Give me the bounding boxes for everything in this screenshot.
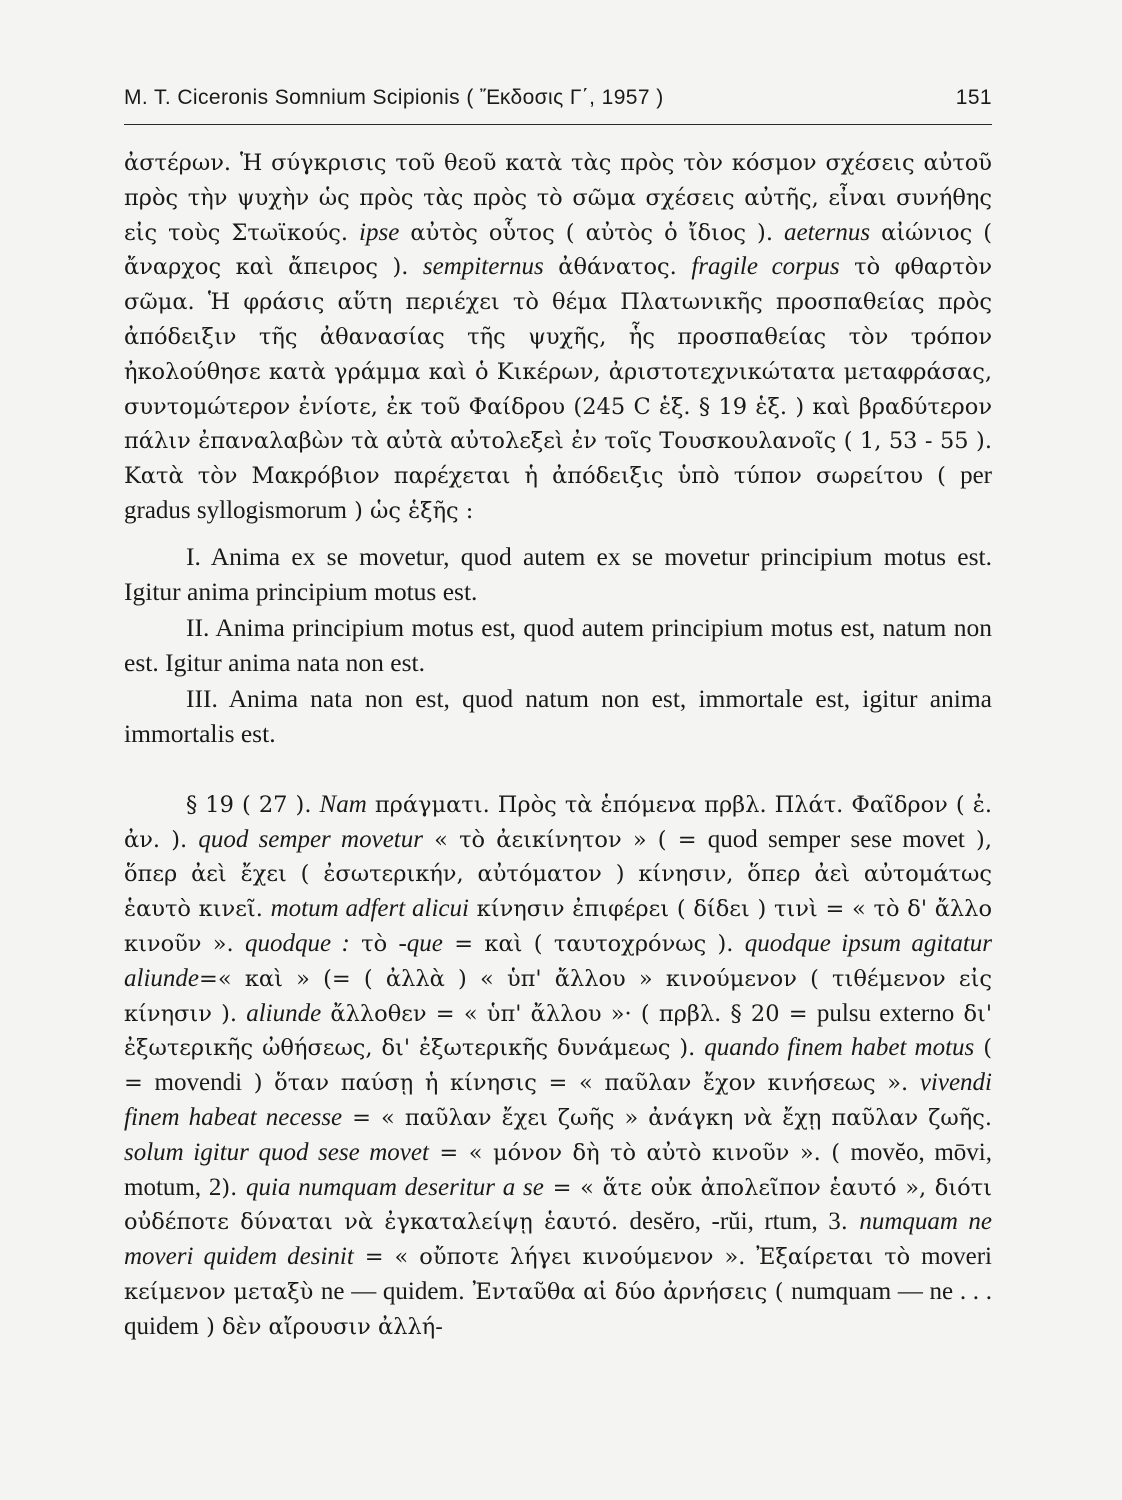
text-run: δι' ἐξωτερικῆς ὠθήσεως, δι' ἐξωτερικῆς δυνάμεως ). [124, 1000, 992, 1062]
text-run: = « ἅτε οὐκ ἀπολεῖπον ἑαυτό », διότι οὐδέποτε δύναται νὰ ἐγκαταλείψῃ ἑαυτό. [124, 1174, 992, 1236]
latin-phrase: movendi [154, 1069, 243, 1097]
text-run: αἰώνιος ( ἄναρχος καὶ ἄπειρος ). [124, 219, 992, 281]
text-run: § 19 ( 27 ). [186, 791, 320, 818]
text-run: κείμενον μεταξὺ [124, 1278, 321, 1305]
text-run: = « οὔποτε λήγει κινούμενον ». Ἐξαίρεται τὸ [353, 1244, 922, 1271]
paragraph-immortality [124, 146, 992, 529]
text-run: ἀθάνατος. [543, 254, 692, 281]
paragraph-section-19 [124, 788, 992, 1345]
syllogism-3: III. Anima nata non est, quod natum non est, immortale est, igitur anima immortalis est. [124, 683, 992, 749]
latin-phrase: movĕo, mōvi, motum, 2 [124, 1138, 992, 1201]
text-run: αὐτὸς οὗτος ( αὐτὸς ὁ ἴδιος ). [399, 219, 785, 246]
commentary-body [124, 146, 992, 1345]
lemma: -que [398, 929, 443, 957]
text-run: = καὶ ( ταυτοχρόνως ). [442, 930, 745, 957]
text-run: = « μόνον δὴ τὸ αὐτὸ κινοῦν ». ( [428, 1139, 851, 1166]
latin-phrase: ne — quidem [320, 1277, 458, 1305]
lemma: Nam [319, 790, 367, 818]
syllogism-2: II. Anima principium motus est, quod autem principium motus est, natum non est. Igitur anima nata non est. [124, 612, 992, 678]
section-19 [124, 788, 992, 1345]
lemma: aliunde [246, 999, 322, 1027]
text-run: =« καὶ » (= ( ἀλλὰ ) « ὑπ' ἄλλου » κινούμενον ( τιθέμενον εἰς κίνησιν ). [124, 965, 992, 1027]
text-run: . Ἐνταῦθα αἱ δύο ἀρνήσεις ( [457, 1278, 792, 1305]
syllogism-1: I. Anima ex se movetur, quod autem ex se movetur principium motus est. Igitur anima principium motus est. [124, 541, 992, 607]
header-rule [124, 124, 992, 125]
latin-phrase: desĕro, -rŭi, rtum, 3 [629, 1208, 841, 1236]
lemma: solum igitur quod sese movet [124, 1138, 429, 1166]
text-run: πράγματι. Πρὸς τὰ ἑπόμενα πρβλ. Πλάτ. Φαῖδρον ( ἐ. ἀν. ). [124, 791, 992, 853]
lemma: quia numquam deseritur a se [246, 1173, 544, 1201]
lemma: ipse [359, 218, 400, 246]
lemma: quodque : [245, 929, 350, 957]
lemma: aeternus [784, 218, 871, 246]
text-run: ), ὅπερ ἀεὶ ἔχει ( ἐσωτερικήν, αὐτόματον ) κίνησιν, ὅπερ ἀεὶ αὐτομάτως ἑαυτὸ κινεῖ. [124, 826, 992, 923]
text-run: ) ὅταν παύσῃ ἡ κίνησις = « παῦλαν ἔχον κινήσεως ». [242, 1070, 920, 1097]
latin-phrase: per gradus syllogismorum [124, 462, 992, 524]
lemma: fragile corpus [691, 253, 840, 281]
lemma: sempiternus [422, 253, 544, 281]
lemma: vivendi finem habeat necesse [124, 1069, 992, 1131]
latin-phrase: quod semper sese movet [707, 825, 965, 853]
text-run: ). [221, 1174, 247, 1201]
running-header [124, 86, 992, 110]
text-run: κίνησιν ἐπιφέρει ( δίδει ) τινὶ = « τὸ δ' ἄλλο κινοῦν ». [124, 896, 992, 957]
lemma: numquam ne moveri quidem desinit [124, 1208, 992, 1271]
text-run: ( = [124, 1035, 992, 1097]
text-run: = « παῦλαν ἔχει ζωῆς » ἀνάγκη νὰ ἔχῃ παῦλαν ζωῆς. [342, 1104, 992, 1131]
latin-phrase: numquam — ne . . . quidem [124, 1277, 992, 1340]
latin-phrase: moveri [921, 1243, 992, 1271]
running-title: M. T. Ciceronis Somnium Scipionis ( Ἔκδοσις Γ΄, 1957 ) [124, 86, 664, 109]
syllogism-list [124, 539, 992, 752]
text-run: « τὸ ἀεικίνητον » ( = [422, 826, 708, 853]
lemma: motum adfert alicui [270, 895, 469, 923]
text-run: ἄλλοθεν = « ὑπ' ἄλλου »· ( πρβλ. § 20 = [321, 1000, 817, 1027]
text-run: ) ὡς ἑξῆς : [346, 497, 474, 524]
text-run: . [840, 1209, 860, 1236]
lemma: quando finem habet motus [704, 1034, 975, 1062]
latin-phrase: pulsu externo [816, 999, 955, 1027]
text-run: ἀστέρων. Ἡ σύγκρισις τοῦ θεοῦ κατὰ τὰς πρὸς τὸν κόσμον σχέσεις αὐτοῦ πρὸς τὴν ψυχὴν ὡς πρὸς τὰς πρὸς τὸ σῶμα σχέσεις αὐτῆς, εἶναι συνήθης εἰς τοὺς Στωϊκούς. [124, 150, 992, 246]
lemma: quod semper movetur [198, 825, 423, 853]
text-run: τὸ φθαρτὸν σῶμα. Ἡ φράσις αὕτη περιέχει τὸ θέμα Πλατωνικῆς προσπαθείας πρὸς ἀπόδειξιν τῆς ἀθανασίας τῆς ψυχῆς, ἧς προσπαθείας τὸν τρόπον ἠκολούθησε κατὰ γράμμα καὶ ὁ Κικέρων, ἀριστοτεχνικώτατα μεταφράσας, συντομώτερον ἐνίοτε, ἐκ τοῦ Φαίδρου (245 C ἑξ. § 19 ἑξ. ) καὶ βραδύτερον πάλιν ἐπαναλαβὼν τὰ αὐτὰ αὐτολεξεὶ ἐν τοῖς Τουσκουλανοῖς ( 1, 53 - 55 ). Κατὰ τὸν Μακρόβιον παρέχεται ἡ ἀπόδειξις ὑπὸ τύπον σωρείτου ( [124, 254, 993, 490]
page-number: 151 [955, 86, 992, 109]
text-run: ) δὲν αἴρουσιν ἀλλή- [199, 1313, 443, 1340]
lemma: quodque ipsum agitatur aliunde [124, 929, 992, 992]
text-run: τὸ [349, 930, 399, 957]
